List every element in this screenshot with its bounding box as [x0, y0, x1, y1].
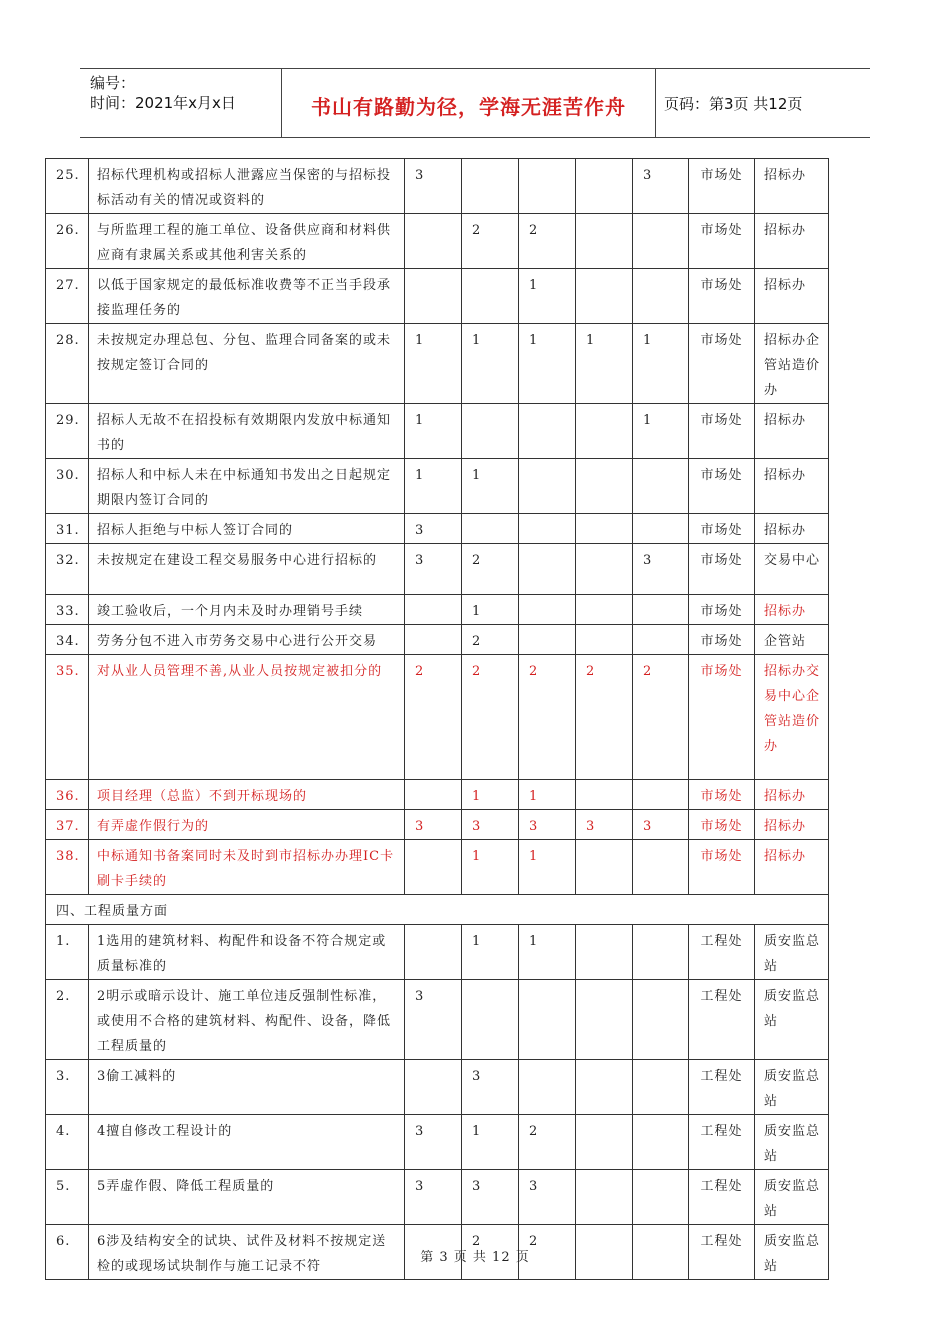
item-number: 25.	[46, 159, 89, 214]
table-row	[46, 214, 829, 269]
item-number: 4.	[46, 1115, 89, 1170]
item-number: 30.	[46, 459, 89, 514]
responsible-unit-cell: 质安监总站	[755, 1115, 829, 1170]
score-cell: 3	[405, 544, 462, 595]
score-cell	[633, 1060, 689, 1115]
responsible-unit-cell: 招标办	[755, 780, 829, 810]
score-cell	[576, 780, 633, 810]
score-cell	[405, 1060, 462, 1115]
department-cell: 市场处	[689, 404, 755, 459]
department-cell: 市场处	[689, 159, 755, 214]
department-cell: 工程处	[689, 925, 755, 980]
code-label: 编号：	[90, 74, 136, 92]
responsible-unit-cell: 招标办交易中心企管站造价办	[755, 655, 829, 780]
score-cell	[405, 214, 462, 269]
score-cell: 2	[462, 544, 519, 595]
score-cell: 3	[405, 980, 462, 1060]
responsible-unit-cell: 招标办	[755, 459, 829, 514]
responsible-unit-cell: 招标办	[755, 514, 829, 544]
item-description: 劳务分包不进入市劳务交易中心进行公开交易	[89, 625, 405, 655]
score-cell: 3	[576, 810, 633, 840]
responsible-unit-cell: 招标办	[755, 159, 829, 214]
responsible-unit-cell: 招标办	[755, 595, 829, 625]
score-cell	[576, 925, 633, 980]
department-cell: 工程处	[689, 1060, 755, 1115]
department-cell: 工程处	[689, 1115, 755, 1170]
department-cell: 工程处	[689, 980, 755, 1060]
score-cell: 2	[576, 655, 633, 780]
score-cell: 3	[405, 1170, 462, 1225]
score-cell	[633, 1170, 689, 1225]
item-number: 1.	[46, 925, 89, 980]
score-cell	[633, 780, 689, 810]
table-row	[46, 159, 829, 214]
table-row	[46, 810, 829, 840]
score-cell	[576, 1115, 633, 1170]
item-description: 项目经理（总监）不到开标现场的	[89, 780, 405, 810]
score-cell	[576, 595, 633, 625]
score-cell: 2	[519, 1115, 576, 1170]
score-cell	[405, 595, 462, 625]
responsible-unit-cell: 质安监总站	[755, 980, 829, 1060]
item-number: 6.	[46, 1225, 89, 1280]
item-description: 招标人无故不在招投标有效期限内发放中标通知书的	[89, 404, 405, 459]
score-cell: 1	[633, 324, 689, 404]
item-description: 未按规定办理总包、分包、监理合同备案的或未按规定签订合同的	[89, 324, 405, 404]
score-cell	[633, 514, 689, 544]
score-cell: 1	[633, 404, 689, 459]
header-divider	[655, 69, 656, 137]
motto: 书山有路勤为径，学海无涯苦作舟	[311, 95, 626, 119]
table-row	[46, 1170, 829, 1225]
score-cell	[633, 625, 689, 655]
score-cell	[633, 214, 689, 269]
table-row	[46, 780, 829, 810]
score-cell: 1	[405, 404, 462, 459]
score-cell	[405, 625, 462, 655]
score-cell: 3	[519, 1170, 576, 1225]
time-label: 时间：2021年x月x日	[90, 94, 236, 112]
score-cell: 1	[519, 269, 576, 324]
score-cell: 1	[405, 459, 462, 514]
table-row	[46, 595, 829, 625]
score-cell	[519, 514, 576, 544]
score-cell	[405, 780, 462, 810]
department-cell: 市场处	[689, 655, 755, 780]
score-cell	[519, 544, 576, 595]
score-cell: 2	[462, 1225, 519, 1280]
item-number: 29.	[46, 404, 89, 459]
score-cell: 1	[519, 925, 576, 980]
item-description: 3偷工减料的	[89, 1060, 405, 1115]
score-cell	[519, 625, 576, 655]
score-cell: 3	[405, 159, 462, 214]
item-description: 有弄虚作假行为的	[89, 810, 405, 840]
score-cell	[576, 404, 633, 459]
responsible-unit-cell: 招标办	[755, 840, 829, 895]
item-description: 与所监理工程的施工单位、设备供应商和材料供应商有隶属关系或其他利害关系的	[89, 214, 405, 269]
score-cell: 1	[405, 324, 462, 404]
item-number: 33.	[46, 595, 89, 625]
table-row	[46, 514, 829, 544]
item-description: 招标代理机构或招标人泄露应当保密的与招标投标活动有关的情况或资料的	[89, 159, 405, 214]
department-cell: 市场处	[689, 840, 755, 895]
score-cell: 2	[519, 1225, 576, 1280]
score-cell: 1	[462, 459, 519, 514]
score-cell	[576, 1060, 633, 1115]
score-cell	[519, 1060, 576, 1115]
score-cell: 1	[519, 840, 576, 895]
score-cell	[576, 159, 633, 214]
item-number: 3.	[46, 1060, 89, 1115]
score-cell	[633, 840, 689, 895]
item-description: 对从业人员管理不善,从业人员按规定被扣分的	[89, 655, 405, 780]
score-cell	[519, 159, 576, 214]
score-cell: 3	[519, 810, 576, 840]
department-cell: 工程处	[689, 1225, 755, 1280]
table-row	[46, 1115, 829, 1170]
department-cell: 工程处	[689, 1170, 755, 1225]
score-cell	[633, 925, 689, 980]
department-cell: 市场处	[689, 324, 755, 404]
item-description: 招标人拒绝与中标人签订合同的	[89, 514, 405, 544]
department-cell: 市场处	[689, 780, 755, 810]
item-description: 5弄虚作假、降低工程质量的	[89, 1170, 405, 1225]
item-description: 2明示或暗示设计、施工单位违反强制性标准，或使用不合格的建筑材料、构配件、设备，降低工程质量的	[89, 980, 405, 1060]
item-number: 2.	[46, 980, 89, 1060]
responsible-unit-cell: 招标办	[755, 214, 829, 269]
page-header	[80, 68, 870, 138]
score-cell: 2	[519, 655, 576, 780]
table-row	[46, 625, 829, 655]
table-row	[46, 404, 829, 459]
score-cell: 3	[462, 1060, 519, 1115]
item-description: 竣工验收后，一个月内未及时办理销号手续	[89, 595, 405, 625]
score-cell	[576, 214, 633, 269]
page-footer: 第 3 页 共 12 页	[420, 1250, 530, 1265]
item-number: 38.	[46, 840, 89, 895]
item-description: 6涉及结构安全的试块、试件及材料不按规定送检的或现场试块制作与施工记录不符	[89, 1225, 405, 1280]
table-row	[46, 1060, 829, 1115]
score-cell	[633, 1115, 689, 1170]
score-cell	[405, 269, 462, 324]
item-number: 35.	[46, 655, 89, 780]
item-number: 36.	[46, 780, 89, 810]
score-cell: 1	[462, 1115, 519, 1170]
score-cell	[633, 980, 689, 1060]
score-cell	[519, 595, 576, 625]
score-cell: 1	[462, 925, 519, 980]
department-cell: 市场处	[689, 214, 755, 269]
score-cell	[633, 269, 689, 324]
score-cell: 1	[462, 840, 519, 895]
score-cell	[576, 544, 633, 595]
score-cell: 3	[462, 810, 519, 840]
score-cell: 1	[576, 324, 633, 404]
table-row	[46, 655, 829, 780]
score-cell	[462, 980, 519, 1060]
item-number: 34.	[46, 625, 89, 655]
score-cell: 1	[519, 780, 576, 810]
table-row	[46, 324, 829, 404]
score-cell: 3	[462, 1170, 519, 1225]
responsible-unit-cell: 质安监总站	[755, 925, 829, 980]
score-cell	[633, 459, 689, 514]
score-cell	[576, 1170, 633, 1225]
department-cell: 市场处	[689, 269, 755, 324]
score-cell: 1	[519, 324, 576, 404]
score-cell: 3	[633, 810, 689, 840]
responsible-unit-cell: 招标办	[755, 269, 829, 324]
department-cell: 市场处	[689, 625, 755, 655]
score-cell: 2	[462, 214, 519, 269]
score-cell: 1	[462, 780, 519, 810]
score-cell	[576, 514, 633, 544]
item-number: 5.	[46, 1170, 89, 1225]
responsible-unit-cell: 招标办	[755, 404, 829, 459]
item-description: 未按规定在建设工程交易服务中心进行招标的	[89, 544, 405, 595]
item-number: 31.	[46, 514, 89, 544]
item-number: 32.	[46, 544, 89, 595]
table-row	[46, 925, 829, 980]
item-number: 27.	[46, 269, 89, 324]
score-cell	[519, 980, 576, 1060]
score-cell	[576, 840, 633, 895]
score-cell	[633, 595, 689, 625]
score-cell: 2	[462, 655, 519, 780]
item-number: 26.	[46, 214, 89, 269]
score-cell: 1	[462, 324, 519, 404]
score-cell: 2	[462, 625, 519, 655]
table-row	[46, 544, 829, 595]
responsible-unit-cell: 质安监总站	[755, 1170, 829, 1225]
item-description: 以低于国家规定的最低标准收费等不正当手段承接监理任务的	[89, 269, 405, 324]
section-row	[46, 895, 829, 925]
score-cell: 3	[405, 514, 462, 544]
score-cell: 3	[405, 1115, 462, 1170]
department-cell: 市场处	[689, 459, 755, 514]
score-cell	[405, 925, 462, 980]
score-cell	[576, 459, 633, 514]
score-cell	[405, 840, 462, 895]
item-number: 37.	[46, 810, 89, 840]
score-cell: 3	[633, 159, 689, 214]
penalty-table	[45, 158, 829, 1280]
item-description: 中标通知书备案同时未及时到市招标办办理IC卡刷卡手续的	[89, 840, 405, 895]
score-cell	[576, 980, 633, 1060]
header-meta	[90, 73, 236, 113]
section-heading: 四、工程质量方面	[46, 895, 829, 925]
table-row	[46, 459, 829, 514]
score-cell	[519, 404, 576, 459]
responsible-unit-cell: 交易中心	[755, 544, 829, 595]
score-cell: 1	[462, 595, 519, 625]
score-cell: 3	[405, 810, 462, 840]
score-cell: 2	[633, 655, 689, 780]
item-number: 28.	[46, 324, 89, 404]
department-cell: 市场处	[689, 514, 755, 544]
score-cell	[519, 459, 576, 514]
score-cell	[462, 159, 519, 214]
score-cell: 3	[633, 544, 689, 595]
score-cell	[576, 625, 633, 655]
score-cell: 2	[519, 214, 576, 269]
item-description: 招标人和中标人未在中标通知书发出之日起规定期限内签订合同的	[89, 459, 405, 514]
table-row	[46, 269, 829, 324]
department-cell: 市场处	[689, 595, 755, 625]
table-row	[46, 980, 829, 1060]
score-cell	[462, 269, 519, 324]
score-cell: 2	[405, 655, 462, 780]
responsible-unit-cell: 质安监总站	[755, 1225, 829, 1280]
score-cell	[462, 514, 519, 544]
item-description: 1选用的建筑材料、构配件和设备不符合规定或质量标准的	[89, 925, 405, 980]
department-cell: 市场处	[689, 544, 755, 595]
score-cell	[462, 404, 519, 459]
score-cell	[576, 269, 633, 324]
department-cell: 市场处	[689, 810, 755, 840]
responsible-unit-cell: 企管站	[755, 625, 829, 655]
page-number-label: 页码：第3页 共12页	[664, 95, 803, 113]
responsible-unit-cell: 质安监总站	[755, 1060, 829, 1115]
responsible-unit-cell: 招标办企管站造价办	[755, 324, 829, 404]
item-description: 4擅自修改工程设计的	[89, 1115, 405, 1170]
table-row	[46, 840, 829, 895]
responsible-unit-cell: 招标办	[755, 810, 829, 840]
